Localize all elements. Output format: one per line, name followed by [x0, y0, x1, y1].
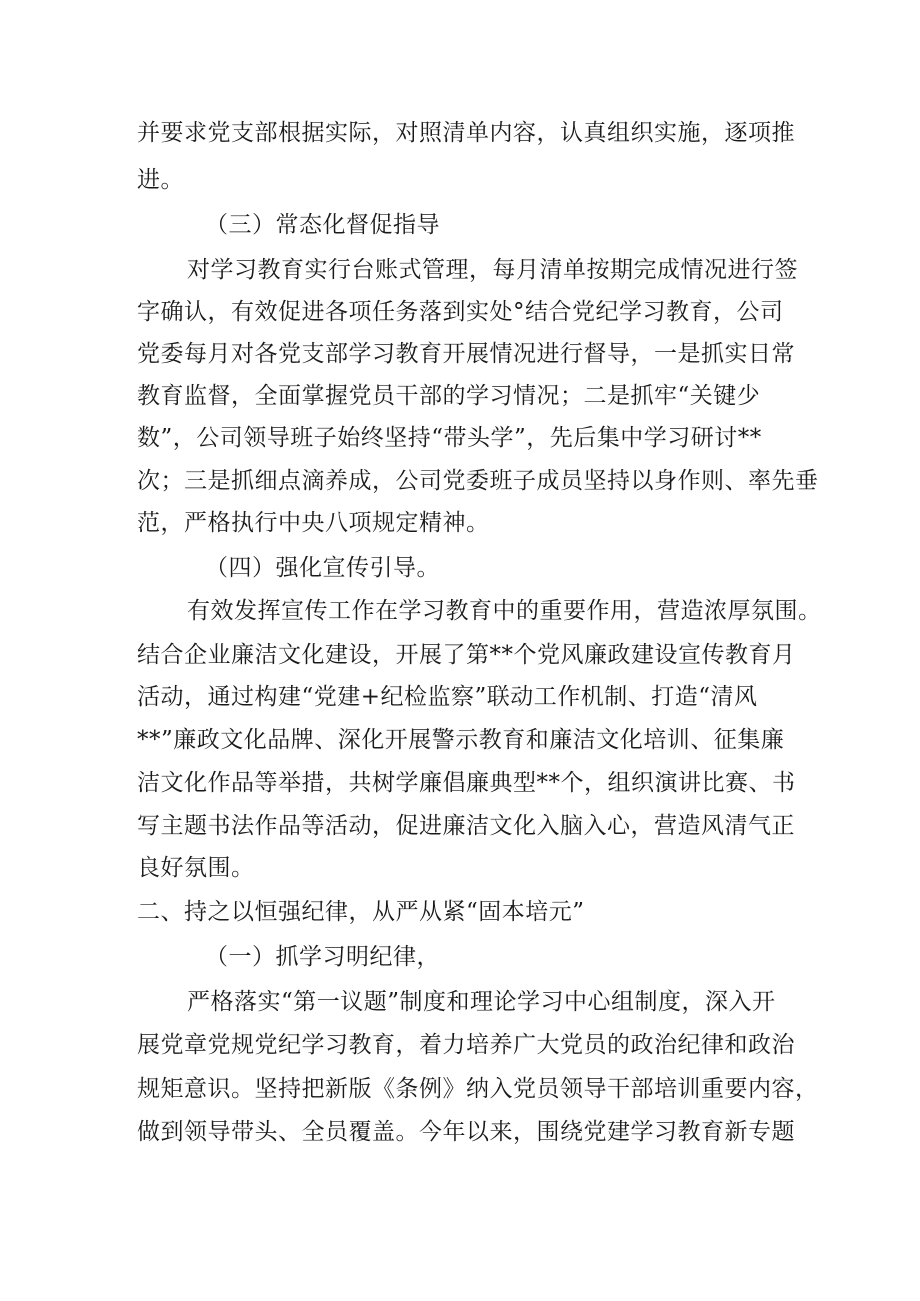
section-heading: （一）抓学习明纪律， — [205, 944, 440, 970]
text-line: **”廉政文化品牌、深化开展警示教育和廉洁文化培训、征集廉 — [137, 727, 785, 753]
text-line: 党委每月对各党支部学习教育开展情况进行督导，一是抓实日常 — [137, 341, 795, 367]
text-line: 活动，通过构建“党建+纪检监察”联动工作机制、打造“清风 — [137, 684, 758, 710]
text-line: 展党章党规党纪学习教育，着力培养广大党员的政治纪律和政治 — [137, 1032, 795, 1058]
text-line: 良好氛围。 — [137, 855, 255, 881]
text-line: 数”，公司领导班子始终坚持“带头学”，先后集中学习研讨** — [137, 425, 762, 451]
text-line: 做到领导带头、全员覆盖。今年以来，围绕党建学习教育新专题 — [137, 1119, 795, 1145]
text-line: 教育监督，全面掌握党员干部的学习情况；二是抓牢“关键少 — [137, 383, 761, 409]
chapter-heading: 二、持之以恒强纪律，从严从紧“固本培元” — [137, 899, 585, 925]
text-line: 规矩意识。坚持把新版《条例》纳入党员领导干部培训重要内容， — [137, 1076, 819, 1102]
section-heading: （四）强化宣传引导。 — [205, 555, 440, 581]
text-line: 严格落实“第一议题”制度和理论学习中心组制度，深入开 — [187, 989, 776, 1015]
text-line: 字确认，有效促进各项任务落到实处°结合党纪学习教育，公司 — [137, 299, 784, 325]
text-line: 并要求党支部根据实际，对照清单内容，认真组织实施，逐项推 — [137, 120, 795, 146]
text-line: 范，严格执行中央八项规定精神。 — [137, 510, 490, 536]
text-line: 进。 — [137, 167, 184, 193]
text-line: 对学习教育实行台账式管理，每月清单按期完成情况进行签 — [187, 257, 798, 283]
text-line: 次；三是抓细点滴养成，公司党委班子成员坚持以身作则、率先垂 — [137, 468, 819, 494]
text-line: 洁文化作品等举措，共树学廉倡廉典型**个，组织演讲比赛、书 — [137, 770, 796, 796]
text-line: 结合企业廉洁文化建设，开展了第**个党风廉政建设宣传教育月 — [137, 642, 796, 668]
text-line: 写主题书法作品等活动，促进廉洁文化入脑入心，营造风清气正 — [137, 813, 795, 839]
section-heading: （三）常态化督促指导 — [205, 212, 440, 238]
text-line: 有效发挥宣传工作在学习教育中的重要作用，营造浓厚氛围。 — [187, 598, 822, 624]
